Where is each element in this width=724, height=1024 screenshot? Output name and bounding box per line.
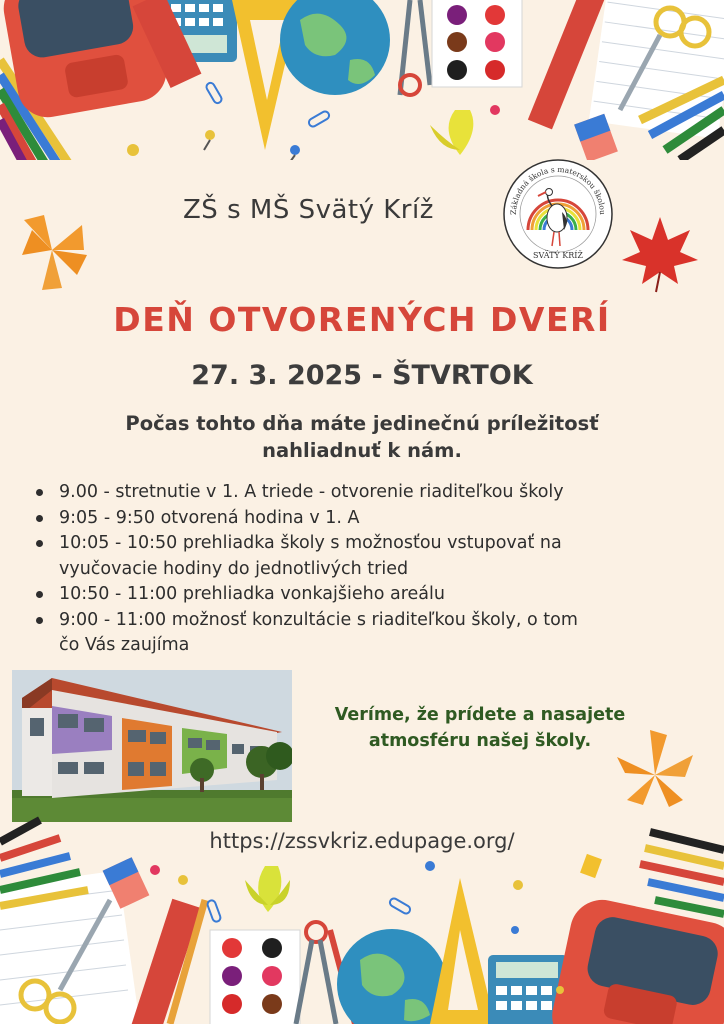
school-building-photo [12,670,292,822]
pencil-icon [170,900,205,1024]
school-logo [502,158,614,270]
school-name: ZŠ s MŠ Svätý Kríž [183,195,434,225]
colored-pencils-icon [0,820,88,906]
paperclip-icon [206,897,411,923]
schedule-list [34,480,694,659]
eraser-icon [103,857,150,909]
globe-icon [337,929,447,1024]
closing-line: Veríme, že prídete a nasajete [334,705,626,725]
autumn-leaf-icon [430,110,473,155]
calculator-icon [488,955,568,1024]
logo-top-text: Základná škola s materskou školou [508,164,608,216]
bullet-icon [36,515,43,522]
bullet-icon [36,591,43,598]
sharpener-icon [580,854,602,878]
schedule-item: 9:00 - 11:00 možnosť konzultácie s riaditeľkou školy, o tom čo Vás zaujíma [34,608,694,659]
pencil-icon [330,930,355,1024]
compass-icon [296,922,336,1024]
backpack-icon [546,894,724,1024]
closing-message [300,702,660,754]
bullet-icon [36,540,43,547]
schedule-item: 10:05 - 10:50 prehliadka školy s možnosťou vstupovať na vyučovacie hodiny do jednotlivých tried [34,531,694,582]
intro-line: Počas tohto dňa máte jedinečnú príležitosť [125,412,599,435]
bullet-icon [36,489,43,496]
intro-text [70,410,654,464]
bullet-icon [36,617,43,624]
logo-bottom-text: SVÄTÝ KRÍŽ [533,251,583,260]
schedule-item: 9:05 - 9:50 otvorená hodina v 1. A [34,506,694,532]
scissors-icon [21,900,110,1022]
headline: DEŇ OTVORENÝCH DVERÍ [113,300,611,339]
triangle-ruler-icon [430,878,495,1024]
globe-icon [280,0,390,95]
event-date: 27. 3. 2025 - ŠTVRTOK [191,360,533,391]
closing-line: atmosféru našej školy. [368,731,592,751]
watercolor-palette-icon [210,930,300,1024]
ruler-icon [129,899,201,1024]
schedule-item: 9.00 - stretnutie v 1. A triede - otvorenie riaditeľkou školy [34,480,694,506]
autumn-leaf-icon [245,866,290,912]
pushpin-icon [150,861,564,994]
watercolor-palette-icon [432,0,522,87]
colored-pencils-icon [640,832,724,914]
notebook-icon [0,870,140,1024]
intro-line: nahliadnuť k nám. [262,439,462,462]
website-link[interactable]: https://zssvkriz.edupage.org/ [209,829,515,853]
schedule-item: 10:50 - 11:00 prehliadka vonkajšieho areálu [34,582,694,608]
compass-icon [400,0,430,95]
top-decoration [0,0,724,160]
pushpin-icon [127,105,500,160]
